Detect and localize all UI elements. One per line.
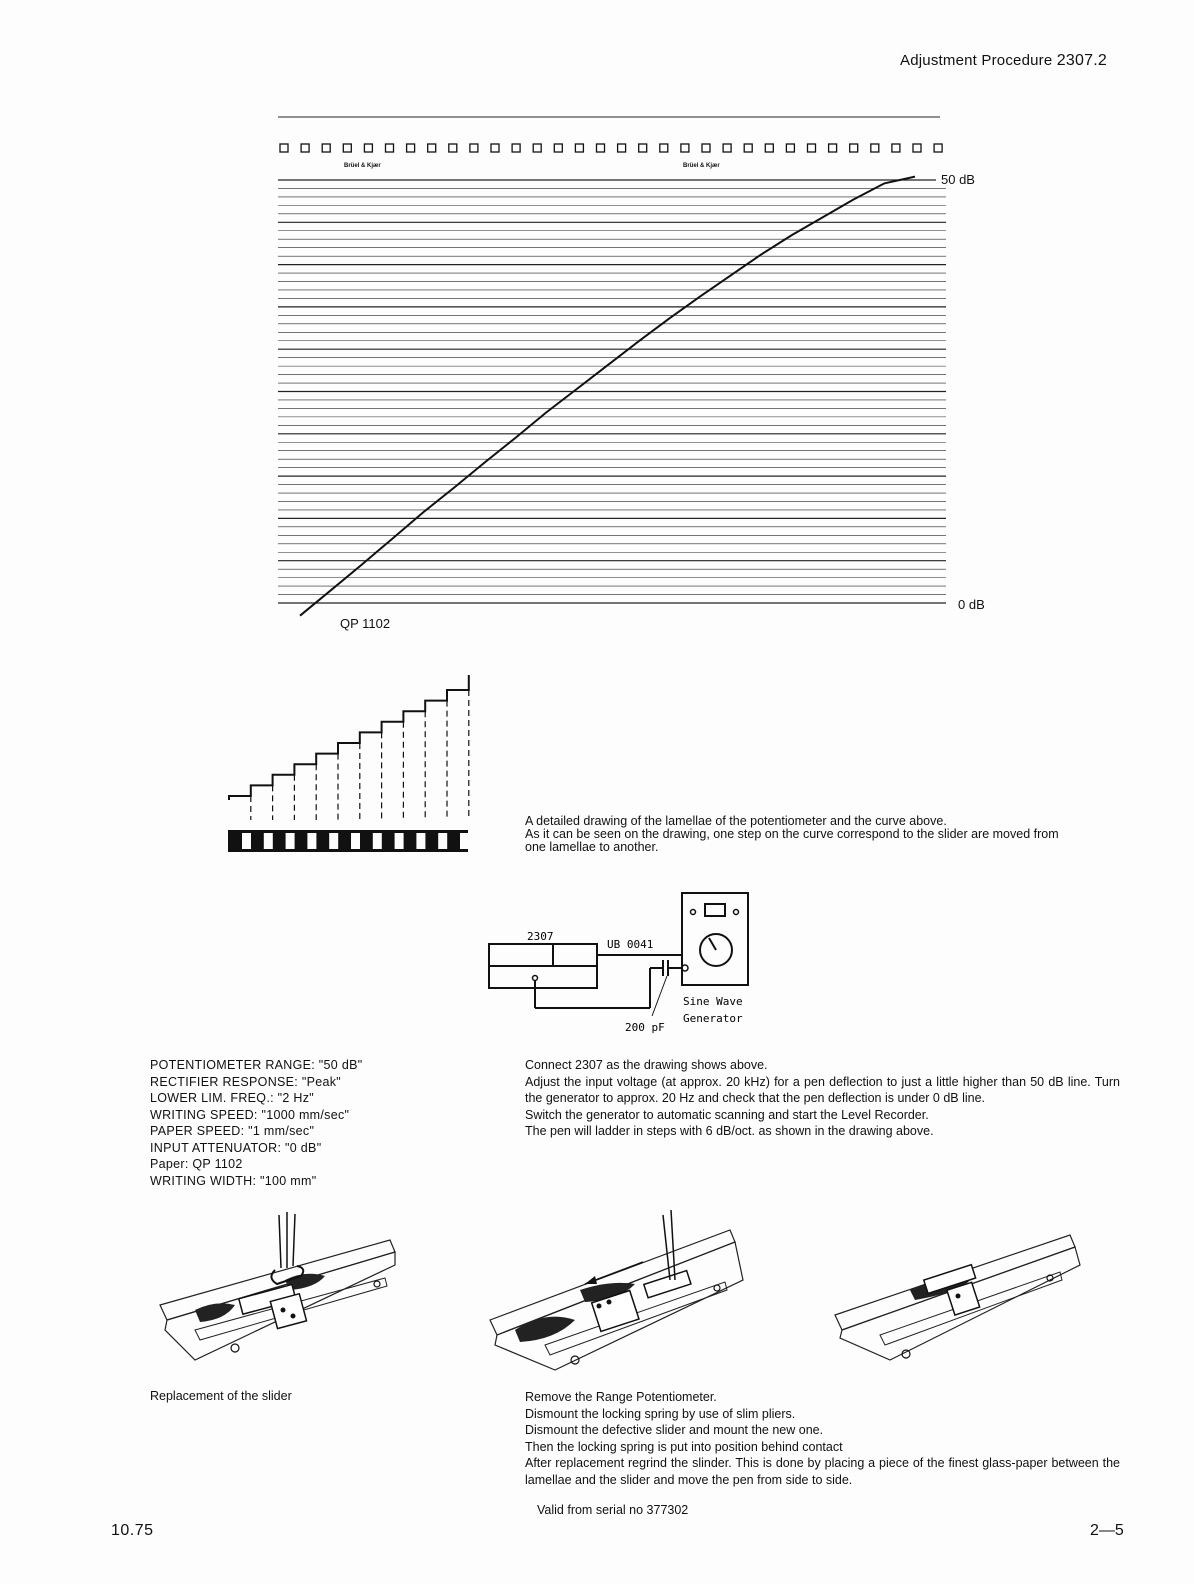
recorded-curve xyxy=(300,177,915,616)
header-title: Adjustment Procedure xyxy=(900,52,1053,69)
setting-item: POTENTIOMETER RANGE: "50 dB" xyxy=(150,1058,363,1072)
recorder-settings-list xyxy=(150,1057,362,1189)
step-line: After replacement regrind the slinder. This is done by placing a piece of the finest glass-paper between the lamellae and the slider and move the pen from side to side. xyxy=(525,1456,1120,1487)
sprocket-hole xyxy=(660,144,668,152)
sprocket-hole xyxy=(491,144,499,152)
lamella-gap xyxy=(329,833,338,849)
slider-caption: Replacement of the slider xyxy=(150,1389,292,1403)
instrument-label: 2307 xyxy=(527,930,554,943)
lamella-gap xyxy=(242,833,251,849)
sprocket-hole xyxy=(829,144,837,152)
sprocket-hole xyxy=(913,144,921,152)
sprocket-hole xyxy=(428,144,436,152)
connect-instructions xyxy=(525,1057,1120,1140)
label-50-db: 50 dB xyxy=(941,172,975,187)
page-header xyxy=(900,52,1107,70)
validity-note: Valid from serial no 377302 xyxy=(537,1503,689,1517)
sprocket-hole xyxy=(597,144,605,152)
instruction-line: The pen will ladder in steps with 6 dB/oct. as shown in the drawing above. xyxy=(525,1124,934,1138)
paper-type-label: QP 1102 xyxy=(340,616,391,631)
generator-label-2: Generator xyxy=(683,1012,743,1025)
instruction-line: Adjust the input voltage (at approx. 20 kHz) for a pen deflection to just a little higher than 50 dB line. Turn the generator to approx. 20 Hz and check that the pen deflection is under 0 dB line. xyxy=(525,1074,1120,1105)
step-line: Dismount the defective slider and mount the new one. xyxy=(525,1423,824,1437)
replacement-steps xyxy=(525,1389,1120,1488)
label-0-db: 0 dB xyxy=(958,597,985,612)
staircase-line xyxy=(229,675,469,800)
sprocket-hole xyxy=(871,144,879,152)
brand-label-right: Brüel & Kjær xyxy=(683,163,720,169)
paper-sprocket-holes xyxy=(280,144,942,152)
sine-generator-box xyxy=(682,893,748,985)
staircase-steps xyxy=(229,675,469,820)
sprocket-hole xyxy=(407,144,415,152)
description-line: one lamellae to another. xyxy=(525,840,659,854)
sprocket-hole xyxy=(934,144,942,152)
sprocket-hole xyxy=(449,144,457,152)
setting-item: Paper: QP 1102 xyxy=(150,1157,243,1171)
lamella-gap xyxy=(438,833,447,849)
setting-item: PAPER SPEED: "1 mm/sec" xyxy=(150,1124,315,1138)
setting-item: LOWER LIM. FREQ.: "2 Hz" xyxy=(150,1091,315,1105)
sprocket-hole xyxy=(892,144,900,152)
sprocket-hole xyxy=(618,144,626,152)
step-line: Dismount the locking spring by use of slim pliers. xyxy=(525,1406,796,1421)
description-line: A detailed drawing of the lamellae of the potentiometer and the curve above. xyxy=(525,814,947,828)
lamellae-description xyxy=(525,815,1105,854)
sprocket-hole xyxy=(808,144,816,152)
step-line: Remove the Range Potentiometer. xyxy=(525,1390,717,1404)
sprocket-hole xyxy=(765,144,773,152)
sprocket-hole xyxy=(639,144,647,152)
slider-illustration-1 xyxy=(155,1210,400,1370)
sprocket-hole xyxy=(850,144,858,152)
lamella-gap xyxy=(307,833,316,849)
sprocket-hole xyxy=(470,144,478,152)
lamella-gap xyxy=(373,833,382,849)
header-number: 2307.2 xyxy=(1056,52,1107,69)
lamella-gap xyxy=(460,833,469,849)
cable-label: UB 0041 xyxy=(607,938,654,951)
sprocket-hole xyxy=(386,144,394,152)
footer-page: 2—5 xyxy=(1090,1522,1124,1539)
setting-item: RECTIFIER RESPONSE: "Peak" xyxy=(150,1074,342,1089)
sprocket-hole xyxy=(322,144,330,152)
sprocket-hole xyxy=(554,144,562,152)
instruction-line: Switch the generator to automatic scanning and start the Level Recorder. xyxy=(525,1107,929,1122)
lamellae-staircase-drawing xyxy=(225,675,475,860)
capacitor-label: 200 pF xyxy=(625,1021,665,1034)
footer-date: 10.75 xyxy=(111,1522,154,1539)
generator-label-1: Sine Wave xyxy=(683,995,743,1008)
sprocket-hole xyxy=(575,144,583,152)
setting-item: WRITING SPEED: "1000 mm/sec" xyxy=(150,1107,350,1122)
lamella-gap xyxy=(395,833,404,849)
step-line: Then the locking spring is put into position behind contact xyxy=(525,1439,843,1454)
lamella-gap xyxy=(264,833,273,849)
sprocket-hole xyxy=(533,144,541,152)
lamella-gap xyxy=(351,833,360,849)
description-line: As it can be seen on the drawing, one step on the curve correspond to the slider are moved from xyxy=(525,827,1059,841)
lamella-gap xyxy=(416,833,425,849)
connection-diagram xyxy=(485,888,775,1048)
brand-label-left: Brüel & Kjær xyxy=(344,163,381,169)
chart-gridlines xyxy=(278,180,946,603)
sprocket-hole xyxy=(512,144,520,152)
sprocket-hole xyxy=(744,144,752,152)
sprocket-hole xyxy=(702,144,710,152)
sprocket-hole xyxy=(723,144,731,152)
sprocket-hole xyxy=(364,144,372,152)
sprocket-hole xyxy=(343,144,351,152)
setting-item: INPUT ATTENUATOR: "0 dB" xyxy=(150,1140,322,1155)
sprocket-hole xyxy=(681,144,689,152)
lamellae-bar xyxy=(228,830,469,852)
sprocket-hole xyxy=(786,144,794,152)
sprocket-hole xyxy=(280,144,288,152)
slider-illustration-3 xyxy=(830,1210,1085,1370)
instruction-line: Connect 2307 as the drawing shows above. xyxy=(525,1058,768,1072)
lamella-gap xyxy=(286,833,295,849)
sprocket-hole xyxy=(301,144,309,152)
slider-illustration-2 xyxy=(485,1210,755,1375)
level-recording-chart xyxy=(260,105,960,625)
setting-item: WRITING WIDTH: "100 mm" xyxy=(150,1173,317,1188)
